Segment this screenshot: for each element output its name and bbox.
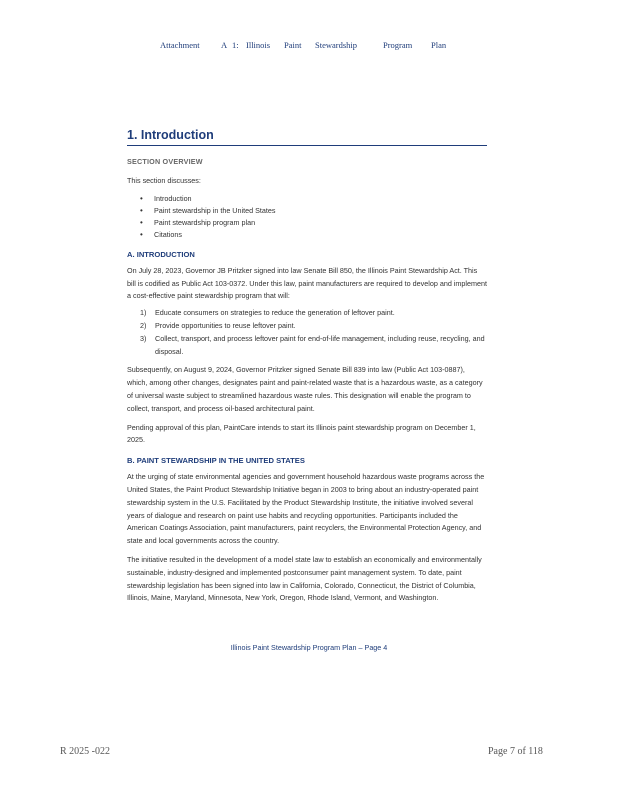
program-goals-list [127,307,487,358]
item-number: 1) [140,308,147,318]
header-word: Program [383,40,413,50]
header-word: Attachment [160,40,200,50]
intro-paragraph-2: Subsequently, on August 9, 2024, Governor Pritzker signed Senate Bill 839 into law (Public Act 103-0887), which, among other changes, designates paint and paint-related waste that is a hazardous waste, as a category of universal waste subject to streamlined hazardous waste rules. This designation will enable the program to collect, transport, and process oil-based architectural paint. [127,365,483,413]
header-word: Paint [284,40,302,50]
list-item [127,333,487,359]
item-number: 3) [140,333,147,343]
list-item: • Paint stewardship program plan [127,217,487,229]
header-word: 1: [232,40,239,50]
list-item: • Introduction [127,193,487,205]
item-text: Provide opportunities to reuse leftover paint. [155,320,296,330]
header-word: Illinois [246,40,271,50]
heading-paint-stewardship: B. PAINT STEWARDSHIP IN THE UNITED STATES [127,456,305,466]
page-content [127,128,487,605]
intro-paragraph-3: Pending approval of this plan, PaintCare intends to start its Illinois paint stewardship program on December 1, 2025. [127,422,476,445]
section-overview-label: SECTION OVERVIEW [127,157,203,166]
page-number: Page 7 of 118 [488,746,543,757]
page-footer: Illinois Paint Stewardship Program Plan – Page 4 [230,643,388,652]
item-number: 2) [140,320,147,330]
list-item [127,320,487,333]
document-id: R 2025 -022 [60,746,110,757]
stewardship-paragraph-1: At the urging of state environmental agencies and government household hazardous waste programs across the United States, the Paint Product Stewardship Initiative began in 2003 to bring about an industry-operated paint stewardship system in the U.S. Facilitated by the Product Stewardship Institute, the initiative involved several years of dialogue and research on paint use habits and recycling opportunities. Participants included the American Coatings Association, paint manufacturers, paint recyclers, the Environmental Protection Agency, and state and local governments across the country. [127,472,485,546]
section-title: 1. Introduction [127,128,487,146]
list-item [127,307,487,320]
item-text: Educate consumers on strategies to reduce the generation of leftover paint. [155,308,395,318]
overview-intro: This section discusses: [127,176,201,185]
overview-list [127,193,487,241]
list-item: • Paint stewardship in the United States [127,205,487,217]
intro-paragraph-1: On July 28, 2023, Governor JB Pritzker signed into law Senate Bill 850, the Illinois Paint Stewardship Act. This bill is codified as Public Act 103-0372. Under this law, paint manufacturers are required to develop and implement a cost-effective paint stewardship program that will: [127,265,487,301]
stewardship-paragraph-2: The initiative resulted in the development of a model state law to establish an economically and environmentally sustainable, industry-designed and implemented postconsumer paint management system. To date, paint stewardship legislation has been signed into law in California, Colorado, Connecticut, the District of Columbia, Illinois, Maine, Maryland, Minnesota, New York, Oregon, Rhode Island, Vermont, and Washington. [127,554,482,603]
header-word: A [221,40,228,50]
list-item: • Citations [127,229,487,241]
heading-introduction: A. INTRODUCTION [127,249,195,259]
header-word: Plan [431,40,447,50]
header-word: Stewardship [315,40,358,50]
item-text: Collect, transport, and process leftover paint for end-of-life management, including reuse, recycling, and disposal. [155,333,485,356]
